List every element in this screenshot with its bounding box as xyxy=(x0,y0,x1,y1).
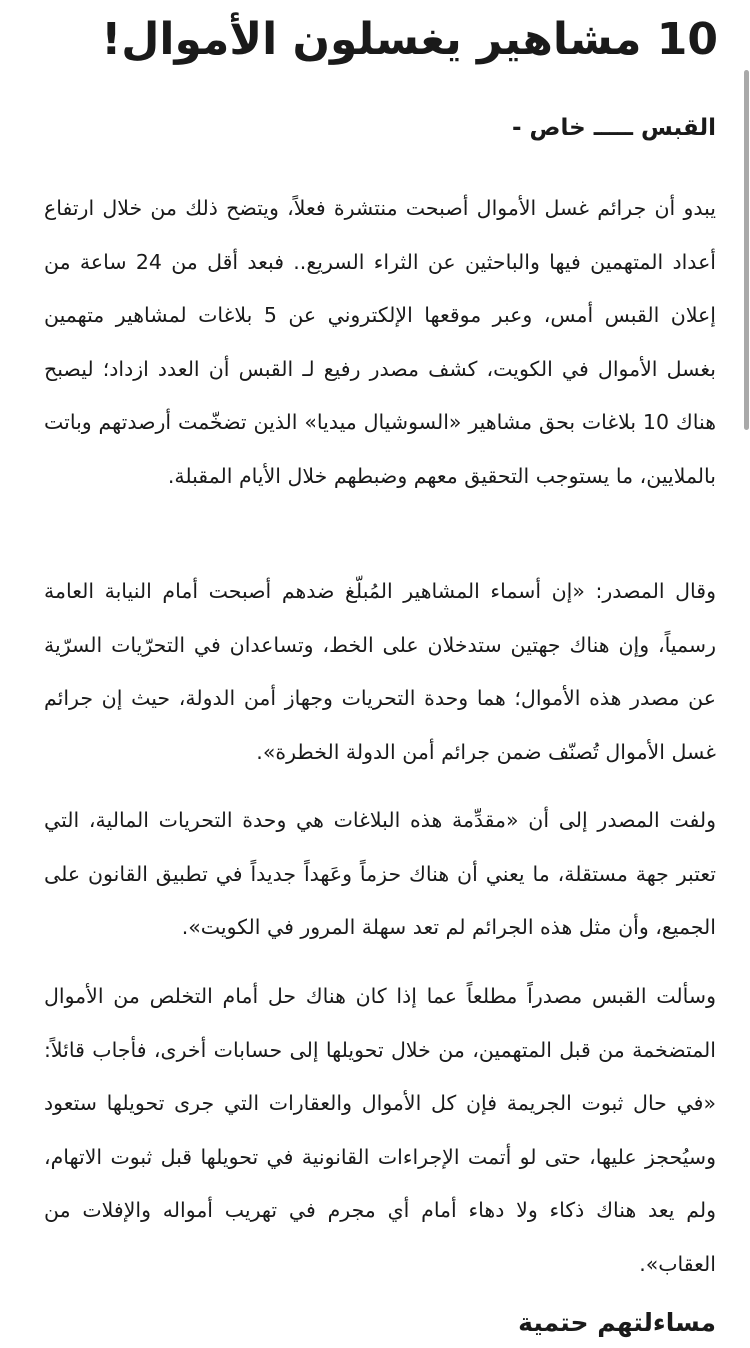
scrollbar[interactable] xyxy=(744,70,749,430)
article-title: 10 مشاهير يغسلون الأموال! xyxy=(101,14,718,65)
paragraph-4: وسألت القبس مصدراً مطلعاً عما إذا كان هناك حل أمام التخلص من الأموال المتضخمة من قبل المتهمين، من خلال تحويلها إلى حسابات أخرى، فأجاب قائلاً: «في حال ثبوت الجريمة فإن كل الأموال والعقارات التي جرى تحويلها ستعود وسيُحجز عليها، حتى لو أتمت الإجراءات القانونية في تحويلها قبل ثبوت الاتهام، ولم يعد هناك ذكاء ولا دهاء أمام أي مجرم في تهريب أمواله والإفلات من العقاب». xyxy=(44,984,716,1276)
section-subheading: مساءلتهم حتمية xyxy=(518,1308,716,1337)
paragraph-1: يبدو أن جرائم غسل الأموال أصبحت منتشرة فعلاً، ويتضح ذلك من خلال ارتفاع أعداد المتهمين فيها والباحثين عن الثراء السريع.. فبعد أقل من 24 ساعة من إعلان القبس أمس، وعبر موقعها الإلكتروني عن 5 بلاغات لمشاهير متهمين بغسل الأموال في الكويت، كشف مصدر رفيع لـ القبس أن العدد ازداد؛ ليصبح هناك 10 بلاغات بحق مشاهير «السوشيال ميديا» الذين تضخّمت أرصدتهم وباتت بالملايين، ما يستوجب التحقيق معهم وضبطهم خلال الأيام المقبلة. xyxy=(44,196,717,488)
article-source: القبس ـــــ خاص - xyxy=(511,115,716,141)
paragraph-2: وقال المصدر: «إن أسماء المشاهير المُبلّغ ضدهم أصبحت أمام النيابة العامة رسمياً، وإن هناك جهتين ستدخلان على الخط، وتساعدان في التحرّيات السرّية عن مصدر هذه الأموال؛ هما وحدة التحريات وجهاز أمن الدولة، حيث إن جرائم غسل الأموال تُصنّف ضمن جرائم أمن الدولة الخطرة». xyxy=(44,579,716,764)
paragraph-3: ولفت المصدر إلى أن «مقدِّمة هذه البلاغات هي وحدة التحريات المالية، التي تعتبر جهة مستقلة، ما يعني أن هناك حزماً وعَهداً جديداً في تطبيق القانون على الجميع، وأن مثل هذه الجرائم لم تعد سهلة المرور في الكويت». xyxy=(44,808,716,939)
